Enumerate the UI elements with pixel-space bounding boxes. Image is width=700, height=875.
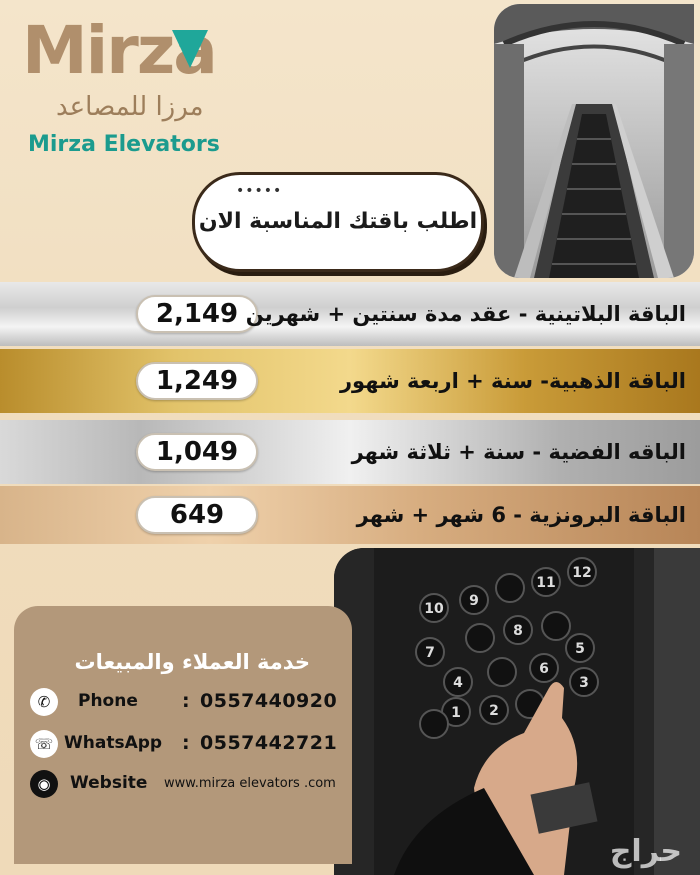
elevator-button-label: 5	[575, 641, 585, 657]
elevator-button-label: 4	[453, 675, 463, 691]
package-price: 2,149	[136, 295, 258, 333]
logo-arabic-name: مرزا للمصاعد	[56, 92, 204, 122]
elevator-button-label: 11	[536, 575, 556, 591]
package-price: 649	[136, 496, 258, 534]
order-bubble-text: اطلب باقتك المناسبة الان	[198, 209, 478, 234]
package-platinum	[0, 282, 700, 346]
elevator-button-label: 8	[513, 623, 523, 639]
whatsapp-separator: :	[182, 732, 190, 754]
elevator-button-label: 6	[539, 661, 549, 677]
watermark-logo: حراج	[609, 834, 682, 869]
elevator-button-label: 3	[579, 675, 589, 691]
logo-triangle-icon	[172, 30, 208, 68]
package-label: الباقة الذهبية- سنة + اربعة شهور	[339, 369, 686, 393]
elevator-button-label: 1	[451, 705, 461, 721]
logo-english-name: Mirza Elevators	[28, 132, 220, 157]
whatsapp-row[interactable]	[30, 730, 350, 760]
package-label: الباقه الفضية - سنة + ثلاثة شهر	[351, 440, 686, 464]
elevator-button-label: 7	[425, 645, 435, 661]
website-label: Website	[70, 773, 148, 793]
elevator-panel-photo	[334, 548, 700, 875]
elevator-button-label: 9	[469, 593, 479, 609]
elevator-button-label: 2	[489, 703, 499, 719]
phone-separator: :	[182, 690, 190, 712]
package-bronze	[0, 486, 700, 544]
package-price: 1,249	[136, 362, 258, 400]
package-silver	[0, 420, 700, 484]
whatsapp-icon: ☏	[30, 730, 58, 758]
brand-logo	[22, 12, 262, 157]
contact-card	[14, 606, 352, 864]
globe-icon: ◉	[30, 770, 58, 798]
phone-icon: ✆	[30, 688, 58, 716]
whatsapp-number[interactable]: 0557442721	[200, 732, 338, 754]
package-label: الباقة البرونزية - 6 شهر + شهر	[356, 503, 686, 527]
elevator-button-label: 12	[572, 565, 592, 581]
logo-wordmark: Mirza	[22, 12, 216, 89]
package-label: الباقة البلاتينية - عقد مدة سنتين + شهرين	[245, 302, 686, 326]
decorative-dots: •••••	[236, 183, 283, 199]
package-gold	[0, 349, 700, 413]
phone-number[interactable]: 0557440920	[200, 690, 338, 712]
package-price: 1,049	[136, 433, 258, 471]
elevator-button-label: 10	[424, 601, 444, 617]
phone-row[interactable]	[30, 688, 350, 718]
phone-label: Phone	[78, 691, 138, 711]
contact-title: خدمة العملاء والمبيعات	[74, 650, 310, 674]
website-row[interactable]	[30, 770, 350, 800]
escalator-photo	[494, 4, 694, 278]
whatsapp-label: WhatsApp	[64, 733, 163, 753]
website-url[interactable]: www.mirza elevators .com	[164, 776, 336, 791]
